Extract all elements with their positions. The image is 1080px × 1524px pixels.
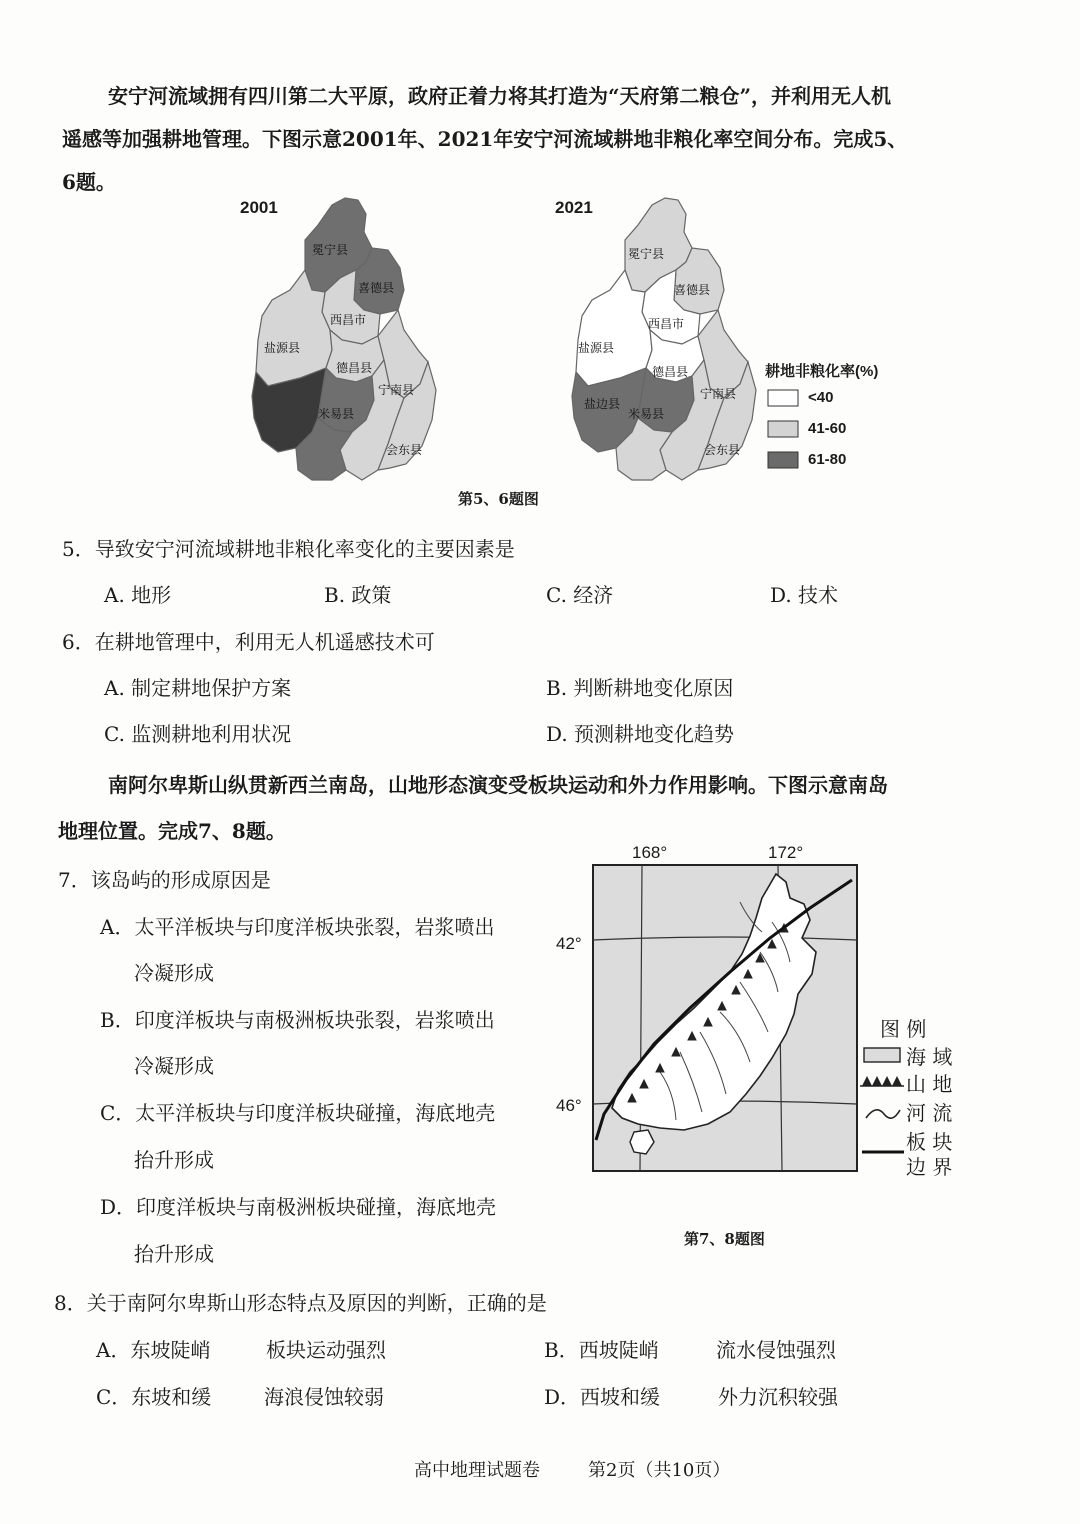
nz-map-caption: 第7、8题图 [684, 1230, 765, 1248]
map-2021-label-dechang: 德昌县 [652, 365, 689, 379]
q5-stem: 5．导致安宁河流域耕地非粮化率变化的主要因素是 [62, 537, 515, 561]
intro-paragraph-1-line-2: 遥感等加强耕地管理。下图示意2001年、2021年安宁河流域耕地非粮化率空间分布。完成5、 [62, 127, 908, 151]
map-2001-label-huidong: 会东县 [386, 443, 423, 457]
nz-legend-mountain: 山 地 [906, 1072, 953, 1096]
map-2021-label-yanyuan: 盐源县 [578, 341, 615, 355]
map-2001-label-dechang: 德昌县 [336, 361, 373, 375]
q8-option-d[interactable]: D．西坡和缓 [544, 1385, 661, 1409]
q8-option-c-reason: 海浪侵蚀较弱 [264, 1385, 384, 1409]
q7-option-b[interactable]: B．印度洋板块与南极洲板块张裂，岩浆喷出 [100, 1008, 495, 1032]
nz-map-lon-168: 168° [632, 843, 668, 862]
map-2021-label-huidong: 会东县 [704, 443, 741, 457]
nz-map-lat-42: 42° [556, 934, 582, 953]
q8-option-a-reason: 板块运动强烈 [266, 1338, 386, 1362]
q8-option-d-reason: 外力沉积较强 [718, 1385, 838, 1409]
q8-option-b-reason: 流水侵蚀强烈 [716, 1338, 836, 1362]
map-2021-label-xide: 喜德县 [674, 283, 711, 297]
legend-swatch-61-80 [768, 452, 798, 468]
q7-stem: 7．该岛屿的形成原因是 [58, 868, 271, 892]
q7-option-a[interactable]: A．太平洋板块与印度洋板块张裂，岩浆喷出 [100, 915, 495, 939]
q7-option-c[interactable]: C．太平洋板块与印度洋板块碰撞，海底地壳 [100, 1101, 496, 1125]
map-2001-label-mianning: 冕宁县 [312, 243, 349, 257]
map-2021-label-xichang: 西昌市 [648, 317, 685, 331]
map-2021-label-yanbian: 盐边县 [584, 397, 621, 411]
maps-caption: 第5、6题图 [458, 490, 539, 508]
footer-page-number: 第2页（共10页） [588, 1460, 731, 1481]
q8-option-a[interactable]: A．东坡陡峭 [96, 1338, 211, 1362]
map-2021-label-ningnan: 宁南县 [700, 387, 737, 401]
maps-legend-label-3: 61-80 [808, 451, 847, 468]
maps-legend-title: 耕地非粮化率(%) [765, 363, 879, 380]
nz-map-lon-172: 172° [768, 843, 804, 862]
nz-map-lat-46: 46° [556, 1096, 582, 1115]
legend-swatch-lt40 [768, 390, 798, 406]
map-2001 [252, 198, 436, 480]
intro-paragraph-2-line-2: 地理位置。完成7、8题。 [58, 819, 286, 843]
map-2001-year-label: 2001 [240, 198, 278, 217]
nz-legend-sea: 海 域 [906, 1045, 953, 1069]
q7-option-a-cont: 冷凝形成 [134, 961, 214, 985]
map-2001-label-xichang: 西昌市 [330, 313, 367, 327]
nz-legend-plate: 板 块 [906, 1130, 953, 1154]
intro-paragraph-2-line-1: 南阿尔卑斯山纵贯新西兰南岛，山地形态演变受板块运动和外力作用影响。下图示意南岛 [108, 773, 888, 797]
map-2001-label-yanyuan: 盐源县 [264, 341, 301, 355]
legend-sea-icon [864, 1048, 900, 1062]
nz-legend-symbols [858, 1040, 908, 1170]
q6-option-c[interactable]: C. 监测耕地利用状况 [104, 722, 292, 746]
anning-maps-figure [0, 0, 1080, 520]
map-2021-label-mianning: 冕宁县 [628, 247, 665, 261]
q6-option-a[interactable]: A. 制定耕地保护方案 [104, 676, 292, 700]
map-2001-label-miyi: 米易县 [318, 407, 355, 421]
map-2001-label-ningnan: 宁南县 [378, 383, 415, 397]
nz-legend-title: 图 例 [880, 1017, 927, 1041]
legend-swatch-41-60 [768, 421, 798, 437]
q6-option-d[interactable]: D. 预测耕地变化趋势 [546, 722, 735, 746]
q5-option-c[interactable]: C. 经济 [546, 583, 614, 607]
map-2001-label-xide: 喜德县 [358, 281, 395, 295]
maps-legend-label-1: <40 [808, 389, 834, 406]
map-2021-year-label: 2021 [555, 198, 593, 217]
q7-option-c-cont: 抬升形成 [134, 1148, 214, 1172]
q8-stem: 8．关于南阿尔卑斯山形态特点及原因的判断，正确的是 [54, 1291, 547, 1315]
nz-legend-boundary: 边 界 [906, 1155, 953, 1179]
intro-paragraph-1-line-1: 安宁河流域拥有四川第二大平原，政府正着力将其打造为“天府第二粮仓”，并利用无人机 [108, 84, 892, 108]
q8-option-b[interactable]: B．西坡陡峭 [544, 1338, 659, 1362]
intro-paragraph-1-line-3: 6题。 [62, 170, 116, 194]
footer-subject: 高中地理试题卷 [414, 1460, 540, 1481]
nz-south-island-map [590, 862, 860, 1174]
q5-option-a[interactable]: A. 地形 [104, 583, 172, 607]
q5-option-b[interactable]: B. 政策 [324, 583, 392, 607]
q6-option-b[interactable]: B. 判断耕地变化原因 [546, 676, 734, 700]
maps-legend-label-2: 41-60 [808, 420, 847, 437]
map-2021 [572, 198, 756, 480]
q7-option-b-cont: 冷凝形成 [134, 1054, 214, 1078]
q5-option-d[interactable]: D. 技术 [770, 583, 839, 607]
legend-mountain-icon [860, 1076, 904, 1086]
q6-stem: 6．在耕地管理中，利用无人机遥感技术可 [62, 630, 435, 654]
q8-option-c[interactable]: C．东坡和缓 [96, 1385, 212, 1409]
map-2021-label-miyi: 米易县 [628, 407, 665, 421]
legend-river-icon [866, 1110, 900, 1118]
nz-legend-river: 河 流 [906, 1101, 953, 1125]
q7-option-d-cont: 抬升形成 [134, 1242, 214, 1266]
q7-option-d[interactable]: D．印度洋板块与南极洲板块碰撞，海底地壳 [100, 1195, 497, 1219]
